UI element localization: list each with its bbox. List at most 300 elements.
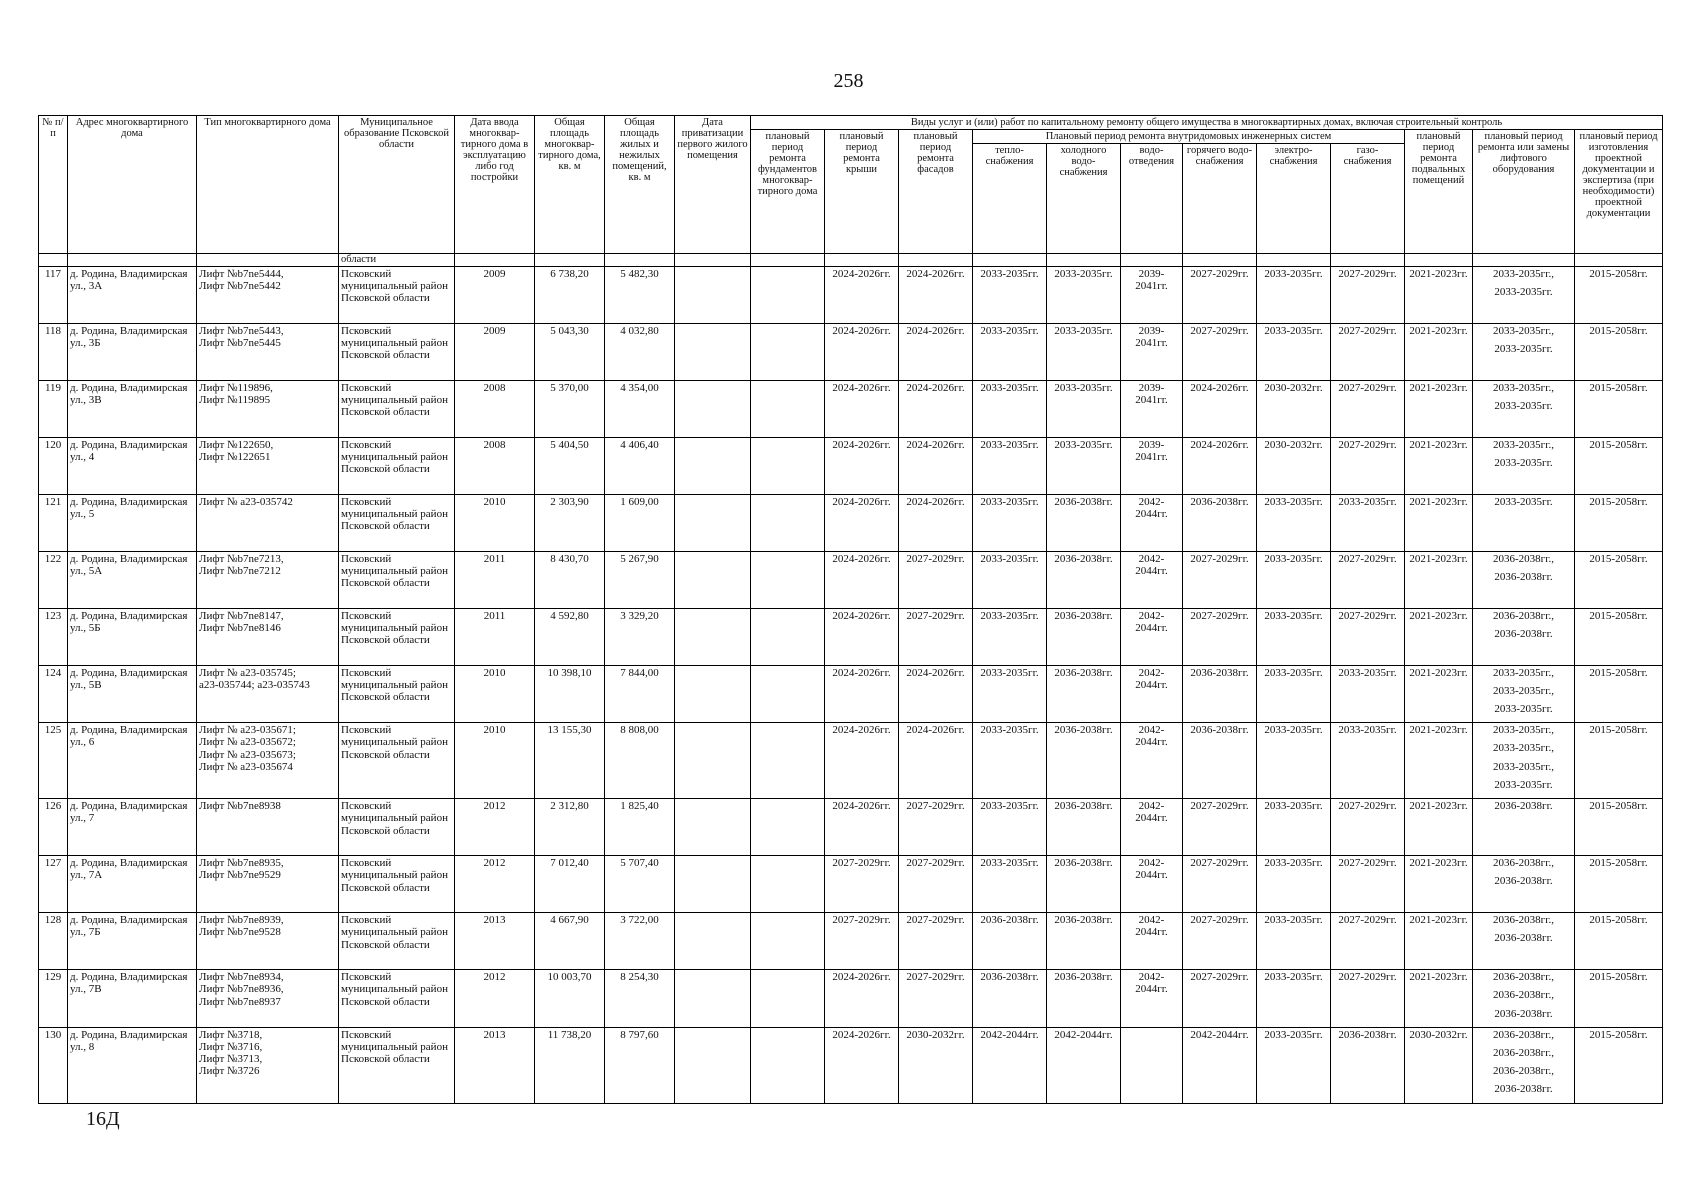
cell-electric: 2033-2035гг. [1257,1027,1331,1103]
cell-foundation [751,723,825,799]
cell-foundation [751,970,825,1027]
cell-design-docs: 2015-2058гг. [1575,666,1663,723]
cell-cold-water: 2033-2035гг. [1047,267,1121,324]
cell-facade: 2024-2026гг. [899,438,973,495]
cell-line: 2033-2035гг. [1494,703,1553,716]
cell-foundation [751,381,825,438]
cell-basement: 2021-2023гг. [1405,856,1473,913]
cell-address: д. Родина, Владимирская ул., 7А [68,856,197,913]
cell-roof: 2024-2026гг. [825,799,899,856]
cell-electric: 2033-2035гг. [1257,324,1331,381]
cell-total-area: 2 312,80 [535,799,605,856]
cell-address: д. Родина, Владимирская ул., 5А [68,552,197,609]
cell-total-area: 10 003,70 [535,970,605,1027]
cell-cold-water: 2036-2038гг. [1047,723,1121,799]
cell-num: 119 [39,381,68,438]
cell-living-area: 4 406,40 [605,438,675,495]
table-row [39,267,1663,324]
cell-num: 122 [39,552,68,609]
cell-facade: 2027-2029гг. [899,970,973,1027]
cell-heat: 2033-2035гг. [973,495,1047,552]
cell-municipality: Псковский муниципальный район Псковской области [339,324,455,381]
cell-line: 2033-2035гг. [1494,400,1553,413]
cell-address: д. Родина, Владимирская ул., 3А [68,267,197,324]
cell-total-area: 5 043,30 [535,324,605,381]
cell-date: 2010 [455,666,535,723]
header-type: Тип многоквартирного дома [197,116,339,254]
cell-basement: 2021-2023гг. [1405,267,1473,324]
cell-municipality: Псковский муниципальный район Псковской области [339,381,455,438]
cell-heat: 2033-2035гг. [973,723,1047,799]
cell-privatization [675,723,751,799]
cell-privatization [675,552,751,609]
cell-facade: 2027-2029гг. [899,856,973,913]
cell-design-docs: 2015-2058гг. [1575,552,1663,609]
cell-line: 2036-2038гг., [1493,1046,1554,1059]
cell-roof: 2024-2026гг. [825,1027,899,1103]
cell-num: 128 [39,913,68,970]
cell-elevator [1473,723,1575,799]
footer-code: 16Д [86,1108,120,1130]
cell-gas: 2036-2038гг. [1331,1027,1405,1103]
cell-living-area: 5 482,30 [605,267,675,324]
cell-roof: 2024-2026гг. [825,609,899,666]
cell-foundation [751,267,825,324]
cell-sewer: 2042-2044гг. [1121,799,1183,856]
cell-cold-water: 2036-2038гг. [1047,856,1121,913]
cell-design-docs: 2015-2058гг. [1575,970,1663,1027]
continuation-cell: области [339,254,455,267]
cell-facade: 2027-2029гг. [899,552,973,609]
cell-living-area: 8 797,60 [605,1027,675,1103]
table-row [39,495,1663,552]
cell-line: Лифт № a23-035674 [199,760,293,773]
cell-line: 2033-2035гг. [1494,457,1553,470]
cell-sewer: 2042-2044гг. [1121,552,1183,609]
cell-privatization [675,913,751,970]
cell-hot-water: 2036-2038гг. [1183,495,1257,552]
cell-foundation [751,913,825,970]
cell-gas: 2027-2029гг. [1331,799,1405,856]
cell-line: 2033-2035гг., [1493,760,1554,773]
cell-electric: 2033-2035гг. [1257,666,1331,723]
cell-total-area: 4 667,90 [535,913,605,970]
cell-num: 124 [39,666,68,723]
cell-sewer: 2042-2044гг. [1121,856,1183,913]
cell-electric: 2033-2035гг. [1257,723,1331,799]
cell-heat: 2042-2044гг. [973,1027,1047,1103]
cell-foundation [751,552,825,609]
cell-hot-water: 2027-2029гг. [1183,267,1257,324]
cell-heat: 2033-2035гг. [973,267,1047,324]
cell-living-area: 3 722,00 [605,913,675,970]
cell-design-docs: 2015-2058гг. [1575,1027,1663,1103]
cell-address: д. Родина, Владимирская ул., 4 [68,438,197,495]
cell-roof: 2024-2026гг. [825,666,899,723]
cell-line: Лифт №b7ne8937 [199,995,281,1008]
header-foundation: плановый период ремонта фундаментов многоквар-тирного дома [751,130,825,254]
table-row [39,609,1663,666]
cell-line: Лифт №b7ne8147, [199,610,284,623]
cell-line: 2036-2038гг. [1494,628,1553,641]
cell-municipality: Псковский муниципальный район Псковской области [339,913,455,970]
cell-roof: 2024-2026гг. [825,324,899,381]
cell-basement: 2021-2023гг. [1405,438,1473,495]
cell-hot-water: 2027-2029гг. [1183,970,1257,1027]
cell-municipality: Псковский муниципальный район Псковской области [339,666,455,723]
cell-basement: 2021-2023гг. [1405,723,1473,799]
cell-sewer: 2042-2044гг. [1121,495,1183,552]
cell-line: 2033-2035гг. [1494,496,1553,509]
cell-gas: 2027-2029гг. [1331,913,1405,970]
header-electric: электро-снабжения [1257,144,1331,254]
cell-line: 2036-2038гг. [1494,1007,1553,1020]
cell-sewer: 2042-2044гг. [1121,723,1183,799]
cell-sewer: 2039-2041гг. [1121,381,1183,438]
cell-electric: 2033-2035гг. [1257,913,1331,970]
cell-hot-water: 2036-2038гг. [1183,723,1257,799]
cell-basement: 2021-2023гг. [1405,913,1473,970]
header-basement: плановый период ремонта подвальных помещений [1405,130,1473,254]
cell-heat: 2033-2035гг. [973,552,1047,609]
cell-design-docs: 2015-2058гг. [1575,381,1663,438]
cell-date: 2008 [455,381,535,438]
cell-privatization [675,267,751,324]
cell-cold-water: 2033-2035гг. [1047,324,1121,381]
cell-facade: 2024-2026гг. [899,324,973,381]
cell-privatization [675,1027,751,1103]
cell-total-area: 7 012,40 [535,856,605,913]
cell-address: д. Родина, Владимирская ул., 3Б [68,324,197,381]
cell-address: д. Родина, Владимирская ул., 7В [68,970,197,1027]
cell-line: 2033-2035гг., [1493,268,1554,281]
cell-elevator [1473,324,1575,381]
cell-municipality: Псковский муниципальный район Псковской области [339,267,455,324]
cell-line: Лифт №b7ne8938 [199,800,281,813]
cell-elevator [1473,913,1575,970]
cell-line: 2036-2038гг., [1493,610,1554,623]
cell-foundation [751,799,825,856]
cell-electric: 2033-2035гг. [1257,970,1331,1027]
cell-type [197,1027,339,1103]
header-design-docs: плановый период изготовления проектной документации и экспертиза (при необходимости) проектной документации [1575,130,1663,254]
cell-electric: 2033-2035гг. [1257,495,1331,552]
cell-hot-water: 2024-2026гг. [1183,438,1257,495]
cell-privatization [675,495,751,552]
cell-line: Лифт №b7ne9528 [199,926,281,939]
cell-privatization [675,970,751,1027]
cell-roof: 2024-2026гг. [825,267,899,324]
cell-design-docs: 2015-2058гг. [1575,267,1663,324]
cell-heat: 2033-2035гг. [973,324,1047,381]
cell-cold-water: 2036-2038гг. [1047,666,1121,723]
cell-line: 2033-2035гг., [1493,724,1554,737]
cell-elevator [1473,267,1575,324]
cell-living-area: 8 254,30 [605,970,675,1027]
cell-privatization [675,438,751,495]
table-row [39,552,1663,609]
cell-foundation [751,324,825,381]
table-row [39,324,1663,381]
cell-total-area: 11 738,20 [535,1027,605,1103]
cell-electric: 2030-2032гг. [1257,381,1331,438]
cell-living-area: 3 329,20 [605,609,675,666]
header-total-area: Общая площадь многоквар-тирного дома, кв. м [535,116,605,254]
cell-cold-water: 2033-2035гг. [1047,438,1121,495]
cell-line: Лифт №b7ne8936, [199,983,284,996]
table-row [39,913,1663,970]
cell-municipality: Псковский муниципальный район Псковской области [339,723,455,799]
cell-elevator [1473,495,1575,552]
cell-line: Лифт №119895 [199,394,271,407]
cell-foundation [751,856,825,913]
cell-line: Лифт №b7ne5444, [199,268,284,281]
cell-type [197,324,339,381]
cell-gas: 2027-2029гг. [1331,438,1405,495]
cell-date: 2009 [455,267,535,324]
cell-cold-water: 2036-2038гг. [1047,913,1121,970]
header-municipality: Муниципальное образование Псковской области [339,116,455,254]
cell-line: Лифт № a23-035745; [199,667,296,680]
header-facade: плановый период ремонта фасадов [899,130,973,254]
cell-date: 2008 [455,438,535,495]
cell-line: Лифт №b7ne5443, [199,325,284,338]
table-row [39,723,1663,799]
cell-heat: 2036-2038гг. [973,913,1047,970]
cell-elevator [1473,381,1575,438]
header-cold-water: холодного водо-снабжения [1047,144,1121,254]
header-sewer: водо-отведения [1121,144,1183,254]
cell-num: 123 [39,609,68,666]
cell-line: Лифт № a23-035672; [199,736,296,749]
cell-line: 2036-2038гг., [1493,1064,1554,1077]
cell-elevator [1473,666,1575,723]
cell-line: 2036-2038гг., [1493,1028,1554,1041]
cell-num: 127 [39,856,68,913]
cell-roof: 2024-2026гг. [825,552,899,609]
cell-address: д. Родина, Владимирская ул., 7Б [68,913,197,970]
cell-living-area: 1 825,40 [605,799,675,856]
cell-electric: 2030-2032гг. [1257,438,1331,495]
header-num: № п/п [39,116,68,254]
cell-line: 2036-2038гг., [1493,971,1554,984]
cell-address: д. Родина, Владимирская ул., 8 [68,1027,197,1103]
cell-hot-water: 2024-2026гг. [1183,381,1257,438]
cell-line: 2033-2035гг., [1493,742,1554,755]
table-row [39,799,1663,856]
table-row [39,856,1663,913]
cell-line: 2033-2035гг., [1493,685,1554,698]
cell-line: 2036-2038гг., [1493,857,1554,870]
cell-line: 2033-2035гг., [1493,439,1554,452]
cell-foundation [751,495,825,552]
cell-cold-water: 2036-2038гг. [1047,609,1121,666]
cell-type [197,495,339,552]
cell-design-docs: 2015-2058гг. [1575,438,1663,495]
cell-basement: 2021-2023гг. [1405,666,1473,723]
cell-design-docs: 2015-2058гг. [1575,913,1663,970]
cell-sewer: 2042-2044гг. [1121,970,1183,1027]
cell-facade: 2024-2026гг. [899,666,973,723]
cell-num: 118 [39,324,68,381]
cell-living-area: 1 609,00 [605,495,675,552]
cell-line: Лифт №b7ne8934, [199,971,284,984]
cell-design-docs: 2015-2058гг. [1575,495,1663,552]
cell-heat: 2033-2035гг. [973,609,1047,666]
cell-electric: 2033-2035гг. [1257,799,1331,856]
table-row [39,970,1663,1027]
cell-address: д. Родина, Владимирская ул., 5В [68,666,197,723]
cell-num: 129 [39,970,68,1027]
cell-hot-water: 2027-2029гг. [1183,856,1257,913]
cell-roof: 2024-2026гг. [825,381,899,438]
cell-foundation [751,666,825,723]
cell-basement: 2021-2023гг. [1405,799,1473,856]
cell-cold-water: 2042-2044гг. [1047,1027,1121,1103]
cell-basement: 2030-2032гг. [1405,1027,1473,1103]
cell-date: 2010 [455,495,535,552]
cell-privatization [675,381,751,438]
cell-basement: 2021-2023гг. [1405,970,1473,1027]
cell-date: 2011 [455,552,535,609]
cell-type [197,666,339,723]
cell-line: Лифт №b7ne7212 [199,565,281,578]
cell-line: Лифт №b7ne7213, [199,553,284,566]
cell-sewer: 2039-2041гг. [1121,267,1183,324]
cell-heat: 2033-2035гг. [973,799,1047,856]
cell-line: 2033-2035гг., [1493,382,1554,395]
cell-line: Лифт № a23-035673; [199,748,296,761]
cell-cold-water: 2036-2038гг. [1047,552,1121,609]
cell-roof: 2027-2029гг. [825,856,899,913]
cell-foundation [751,438,825,495]
cell-line: 2033-2035гг., [1493,325,1554,338]
cell-hot-water: 2036-2038гг. [1183,666,1257,723]
cell-total-area: 13 155,30 [535,723,605,799]
cell-design-docs: 2015-2058гг. [1575,723,1663,799]
cell-heat: 2036-2038гг. [973,970,1047,1027]
cell-basement: 2021-2023гг. [1405,324,1473,381]
table-row [39,438,1663,495]
cell-heat: 2033-2035гг. [973,666,1047,723]
cell-privatization [675,799,751,856]
cell-date: 2012 [455,856,535,913]
cell-hot-water: 2027-2029гг. [1183,324,1257,381]
cell-type [197,609,339,666]
cell-line: 2033-2035гг. [1494,343,1553,356]
cell-sewer: 2042-2044гг. [1121,666,1183,723]
cell-basement: 2021-2023гг. [1405,381,1473,438]
cell-address: д. Родина, Владимирская ул., 6 [68,723,197,799]
cell-municipality: Псковский муниципальный район Псковской области [339,495,455,552]
cell-type [197,438,339,495]
table-header [39,116,1663,254]
cell-privatization [675,666,751,723]
cell-type [197,552,339,609]
cell-line: a23-035744; a23-035743 [199,679,310,692]
cell-num: 130 [39,1027,68,1103]
cell-design-docs: 2015-2058гг. [1575,324,1663,381]
cell-line: Лифт №b7ne8939, [199,914,284,927]
cell-living-area: 4 032,80 [605,324,675,381]
cell-date: 2012 [455,970,535,1027]
cell-electric: 2033-2035гг. [1257,267,1331,324]
cell-date: 2012 [455,799,535,856]
cell-foundation [751,1027,825,1103]
cell-line: 2036-2038гг., [1493,989,1554,1002]
cell-roof: 2024-2026гг. [825,495,899,552]
cell-line: 2036-2038гг. [1494,875,1553,888]
cell-municipality: Псковский муниципальный район Псковской области [339,970,455,1027]
cell-privatization [675,609,751,666]
cell-total-area: 10 398,10 [535,666,605,723]
cell-roof: 2024-2026гг. [825,438,899,495]
cell-facade: 2024-2026гг. [899,495,973,552]
cell-elevator [1473,970,1575,1027]
cell-facade: 2027-2029гг. [899,913,973,970]
cell-hot-water: 2027-2029гг. [1183,609,1257,666]
cell-gas: 2033-2035гг. [1331,495,1405,552]
cell-facade: 2030-2032гг. [899,1027,973,1103]
cell-date: 2013 [455,913,535,970]
cell-sewer: 2039-2041гг. [1121,438,1183,495]
cell-living-area: 4 354,00 [605,381,675,438]
cell-cold-water: 2036-2038гг. [1047,495,1121,552]
cell-gas: 2027-2029гг. [1331,324,1405,381]
cell-electric: 2033-2035гг. [1257,609,1331,666]
cell-num: 125 [39,723,68,799]
cell-cold-water: 2033-2035гг. [1047,381,1121,438]
header-privatization: Дата приватизации первого жилого помещения [675,116,751,254]
cell-municipality: Псковский муниципальный район Псковской области [339,856,455,913]
header-heat: тепло-снабжения [973,144,1047,254]
cell-line: Лифт № a23-035742 [199,496,293,509]
cell-sewer: 2042-2044гг. [1121,609,1183,666]
cell-total-area: 2 303,90 [535,495,605,552]
table-row [39,381,1663,438]
header-living-area: Общая площадь жилых и нежилых помещений, кв. м [605,116,675,254]
cell-line: Лифт №122650, [199,439,274,452]
cell-living-area: 5 267,90 [605,552,675,609]
cell-basement: 2021-2023гг. [1405,609,1473,666]
cell-heat: 2033-2035гг. [973,381,1047,438]
cell-heat: 2033-2035гг. [973,438,1047,495]
cell-line: Лифт №b7ne8146 [199,622,281,635]
cell-elevator [1473,609,1575,666]
cell-elevator [1473,552,1575,609]
cell-line: Лифт №b7ne8935, [199,857,284,870]
cell-roof: 2024-2026гг. [825,723,899,799]
cell-line: Лифт №3713, [199,1052,263,1065]
cell-line: 2036-2038гг., [1493,914,1554,927]
cell-electric: 2033-2035гг. [1257,552,1331,609]
cell-address: д. Родина, Владимирская ул., 5Б [68,609,197,666]
table-row [39,666,1663,723]
cell-type [197,723,339,799]
cell-line: Лифт №b7ne5445 [199,337,281,350]
cell-municipality: Псковский муниципальный район Псковской области [339,799,455,856]
cell-facade: 2024-2026гг. [899,723,973,799]
cell-design-docs: 2015-2058гг. [1575,799,1663,856]
cell-num: 121 [39,495,68,552]
header-hot-water: горячего водо-снабжения [1183,144,1257,254]
cell-elevator [1473,438,1575,495]
cell-living-area: 5 707,40 [605,856,675,913]
cell-cold-water: 2036-2038гг. [1047,799,1121,856]
header-works-group: Виды услуг и (или) работ по капитальному ремонту общего имущества в многоквартирных домах, включая строительный контроль [751,116,1663,130]
cell-line: 2036-2038гг., [1493,553,1554,566]
cell-facade: 2024-2026гг. [899,267,973,324]
